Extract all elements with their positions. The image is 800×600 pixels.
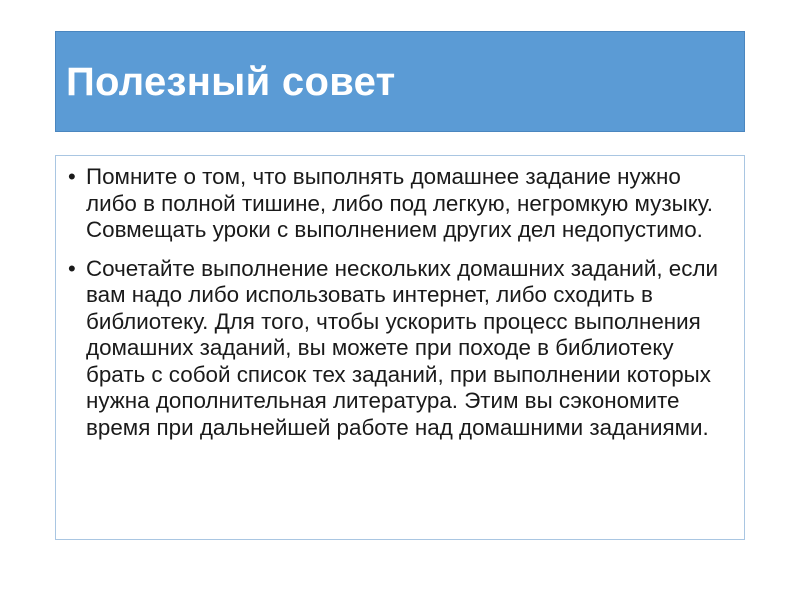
bullet-text: Помните о том, что выполнять домашнее задание нужно либо в полной тишине, либо под легкую, негромкую музыку. Совмещать уроки с выполнением других дел недопустимо. — [86, 164, 713, 242]
bullet-dot-icon: • — [68, 255, 76, 281]
bullet-dot-icon: • — [68, 164, 76, 189]
bullet-text: Сочетайте выполнение нескольких домашних заданий, если вам надо либо использовать интернет, либо сходить в библиотеку. Для того, чтобы ускорить процесс выполнения домашних заданий, вы можете при походе в библиотеку брать с собой список тех заданий, при выполнении которых нужна дополнительная литература. Этим вы сэкономите время при дальнейшей работе над домашними заданиями. — [86, 255, 719, 440]
bullet-list — [68, 164, 726, 441]
bullet-item — [68, 256, 726, 442]
title-banner — [55, 31, 745, 132]
content-box — [55, 155, 745, 540]
slide-title: Полезный совет — [66, 59, 396, 104]
bullet-item — [68, 164, 726, 244]
